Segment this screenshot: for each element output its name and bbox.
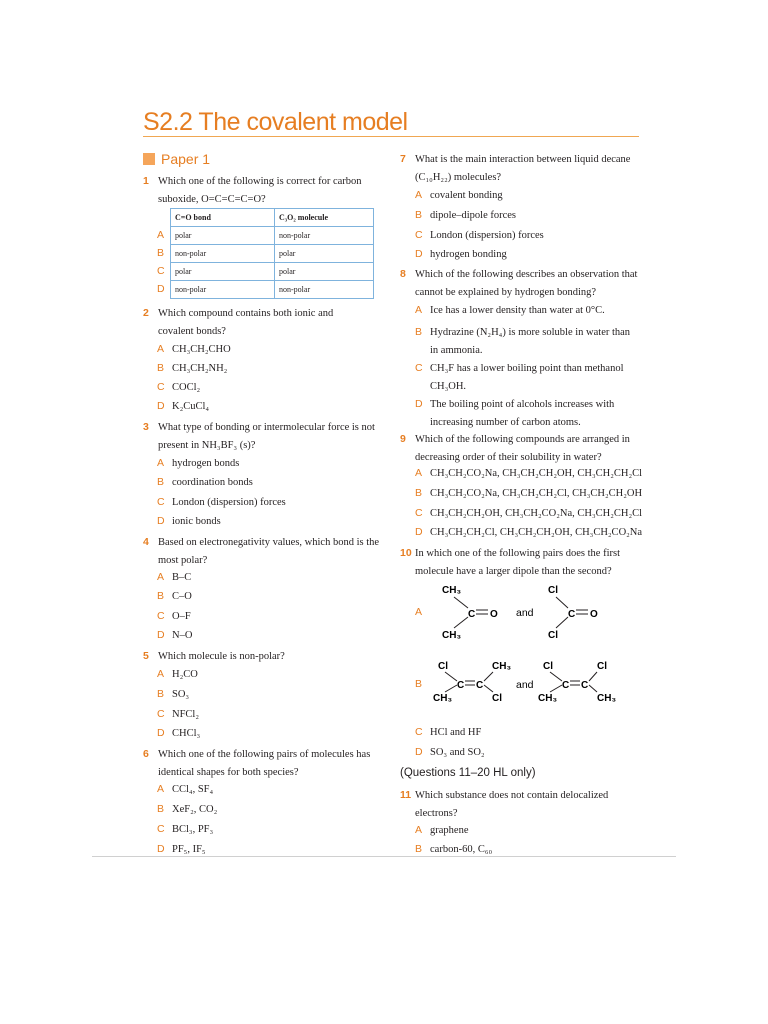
option-letter: A	[157, 229, 165, 241]
option-c: C COCl₂	[157, 381, 201, 393]
question-text: (C₁₀H₂₂) molecules?	[415, 171, 502, 183]
question-text: suboxide, O=C=C=C=O?	[158, 193, 266, 205]
and-label: and	[516, 679, 534, 691]
option-b: B C–O	[157, 590, 192, 602]
question-text: most polar?	[158, 554, 208, 566]
carbon-atom: C	[581, 680, 589, 691]
option-b: B CH₃CH₂NH₂	[157, 362, 228, 374]
methyl-label: CH₃	[442, 585, 462, 596]
carbon-atom: C	[568, 609, 576, 620]
option-d: D CHCl₃	[157, 727, 201, 739]
question-6	[143, 746, 370, 781]
table-cell: polar	[171, 263, 275, 281]
option-b: B SO₃	[157, 688, 190, 700]
option-d: D SO₃ and SO₂	[415, 746, 485, 758]
option-b: B XeF₂, CO₂	[157, 803, 218, 815]
and-label: and	[516, 607, 534, 619]
question-text: electrons?	[415, 807, 458, 819]
table-cell: non-polar	[275, 227, 374, 245]
option-c: C CH₃F has a lower boiling point than methanol CH₃OH.	[415, 362, 624, 392]
option-d: D The boiling point of alcohols increases with increasing number of carbon atoms.	[415, 398, 615, 428]
option-b: B carbon-60, C₆₀	[415, 843, 493, 855]
option-a: A B–C	[157, 571, 192, 583]
question-text: Which one of the following is correct for carbon	[158, 176, 362, 187]
chlorine-label: Cl	[543, 661, 553, 672]
option-c: C HCl and HF	[415, 726, 482, 738]
oxygen-atom: O	[490, 609, 498, 620]
question-text: Which one of the following pairs of molecules has	[158, 749, 371, 760]
option-letter: B	[415, 678, 423, 690]
option-b: B CH₃CH₂CO₂Na, CH₃CH₂CH₂Cl, CH₃CH₂CH₂OH	[415, 487, 643, 499]
question-text: molecule have a larger dipole than the second?	[415, 565, 612, 577]
option-a: A covalent bonding	[415, 189, 503, 201]
option-b: B coordination bonds	[157, 476, 253, 488]
question-number: 10	[400, 547, 412, 559]
question-number: 11	[400, 789, 412, 801]
oxygen-atom: O	[590, 609, 598, 620]
carbon-atom: C	[468, 609, 476, 620]
question-10	[400, 545, 620, 580]
table-cell: polar	[171, 227, 275, 245]
question-number: 4	[143, 536, 149, 548]
section-heading-label: Paper 1	[161, 151, 211, 167]
option-a: A H₂CO	[157, 668, 198, 680]
table-cell: non-polar	[171, 281, 275, 299]
option-d: D PF₅, IF₅	[157, 843, 206, 855]
question-8	[400, 266, 637, 301]
option-d: D hydrogen bonding	[415, 248, 507, 260]
question-text: Which of the following compounds are arranged in	[415, 434, 630, 445]
option-c: C NFCl₂	[157, 708, 200, 720]
structure-pair-b	[425, 658, 625, 708]
question-text: Which molecule is non-polar?	[158, 651, 285, 662]
question-number: 8	[400, 268, 406, 280]
question-3	[143, 419, 375, 454]
question-text: Which of the following describes an observation that	[415, 269, 638, 280]
option-a: A CH₃CH₂CO₂Na, CH₃CH₂CH₂OH, CH₃CH₂CH₂Cl	[415, 467, 643, 479]
methyl-label: CH₃	[538, 693, 558, 704]
question-number: 3	[143, 421, 149, 433]
question-text: covalent bonds?	[158, 325, 226, 337]
option-a: A graphene	[415, 824, 469, 836]
table-header: C=O bond	[171, 209, 275, 227]
question-text: Which substance does not contain delocalized	[415, 790, 609, 801]
option-b: B dipole–dipole forces	[415, 209, 517, 221]
question-number: 6	[143, 748, 149, 760]
section-square-icon	[143, 153, 155, 165]
question-number: 7	[400, 153, 406, 165]
question-number: 5	[143, 650, 149, 662]
chlorine-label: Cl	[438, 661, 448, 672]
table-header: C₃O₂ molecule	[275, 209, 374, 227]
carbon-atom: C	[457, 680, 465, 691]
question-number: 1	[143, 175, 149, 187]
table-cell: polar	[275, 263, 374, 281]
methyl-label: CH₃	[442, 630, 462, 641]
question-2	[143, 305, 333, 340]
option-c: C O–F	[157, 610, 191, 622]
question-4	[143, 534, 379, 569]
question-text: In which one of the following pairs does the first	[415, 548, 620, 559]
table-cell: non-polar	[275, 281, 374, 299]
methyl-label: CH₃	[492, 661, 512, 672]
question-text: identical shapes for both species?	[158, 766, 299, 778]
option-c: C London (dispersion) forces	[415, 229, 544, 241]
chlorine-label: Cl	[548, 585, 558, 596]
carbon-atom: C	[476, 680, 484, 691]
question-text: decreasing order of their solubility in water?	[415, 451, 602, 463]
question-text: Based on electronegativity values, which bond is the	[158, 537, 380, 548]
table-cell: non-polar	[171, 245, 275, 263]
title-underline	[143, 136, 639, 137]
question-1	[143, 173, 362, 208]
question-1-table	[170, 208, 374, 299]
structure-pair-a	[430, 582, 610, 644]
question-number: 9	[400, 433, 406, 445]
option-letter: D	[157, 283, 165, 295]
page-title: S2.2 The covalent model	[143, 108, 408, 136]
option-b: B Hydrazine (N₂H₄) is more soluble in water than in ammonia.	[415, 326, 631, 356]
methyl-label: CH₃	[597, 693, 617, 704]
option-a: A CCl₄, SF₄	[157, 783, 214, 795]
option-d: D N–O	[157, 629, 193, 641]
option-c: C London (dispersion) forces	[157, 496, 286, 508]
question-5	[143, 648, 285, 666]
option-d: D CH₃CH₂CH₂Cl, CH₃CH₂CH₂OH, CH₃CH₂CO₂Na	[415, 526, 643, 538]
option-c: C BCl₃, PF₃	[157, 823, 214, 835]
carbon-atom: C	[562, 680, 570, 691]
option-letter: A	[415, 606, 423, 618]
option-a: A hydrogen bonds	[157, 457, 240, 469]
chlorine-label: Cl	[492, 693, 502, 704]
question-text: present in NH₃BF₃ (s)?	[158, 439, 256, 451]
option-d: D K₂CuCl₄	[157, 400, 210, 412]
question-number: 2	[143, 307, 149, 319]
option-c: C CH₃CH₂CH₂OH, CH₃CH₂CO₂Na, CH₃CH₂CH₂Cl	[415, 507, 643, 519]
section-heading	[143, 151, 210, 167]
chlorine-label: Cl	[597, 661, 607, 672]
page-bottom-divider	[92, 856, 676, 857]
question-text: What is the main interaction between liquid decane	[415, 154, 631, 165]
option-letter: C	[157, 265, 165, 277]
option-letter: B	[157, 247, 165, 259]
question-11	[400, 787, 608, 822]
option-d: D ionic bonds	[157, 515, 221, 527]
question-text: What type of bonding or intermolecular force is not	[158, 422, 375, 433]
methyl-label: CH₃	[433, 693, 453, 704]
question-text: cannot be explained by hydrogen bonding?	[415, 286, 597, 298]
question-text: Which compound contains both ionic and	[158, 308, 334, 319]
option-a: A CH₃CH₂CHO	[157, 343, 231, 355]
table-cell: polar	[275, 245, 374, 263]
question-9	[400, 431, 630, 466]
hl-only-note: (Questions 11–20 HL only)	[400, 767, 536, 779]
chlorine-label: Cl	[548, 630, 558, 641]
option-a: A Ice has a lower density than water at 0°C.	[415, 304, 605, 316]
question-7	[400, 151, 630, 186]
